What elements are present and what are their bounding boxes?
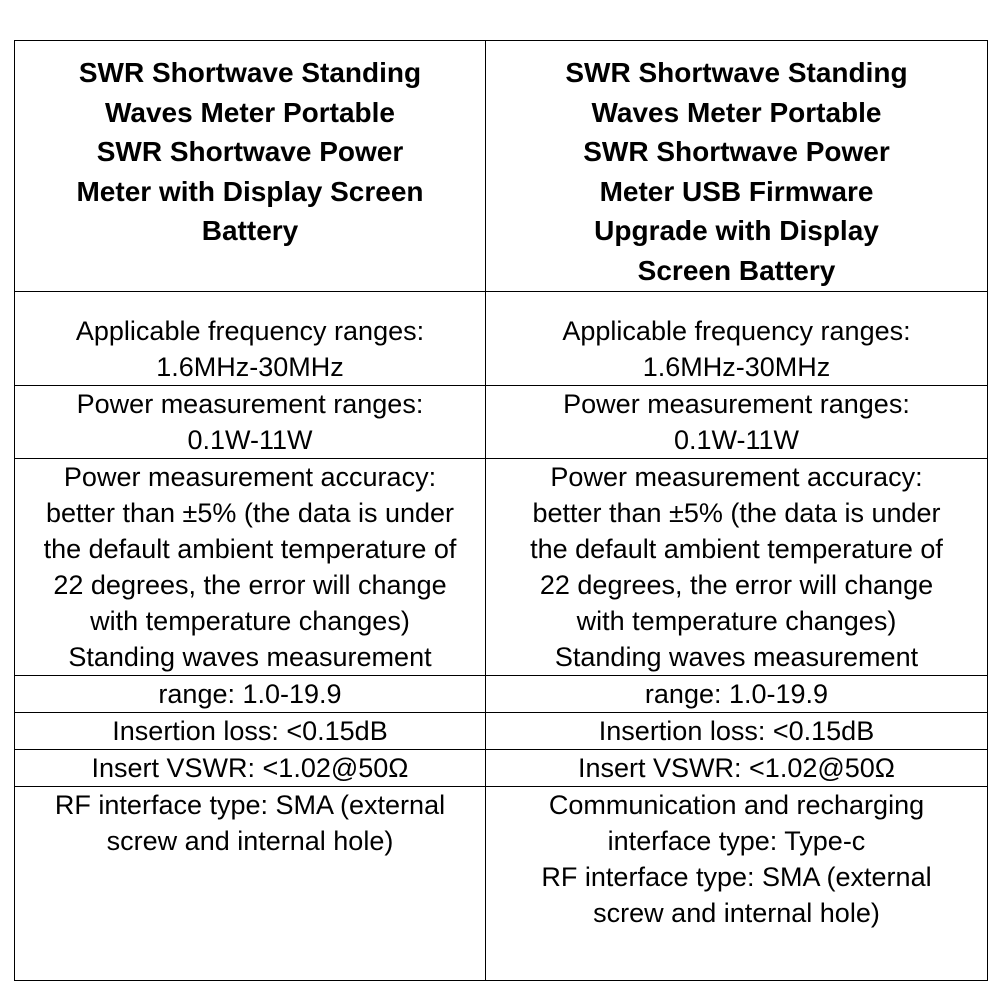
insert-vswr-cell-1 — [15, 750, 486, 787]
product-title-line: Screen Battery — [637, 254, 836, 286]
product-title-line: SWR Shortwave Power — [583, 136, 890, 167]
table-row-accuracy — [15, 459, 988, 676]
table-row-insert-vswr — [15, 750, 988, 787]
product-title-line: Battery — [201, 215, 299, 246]
spec-line: Insertion loss: <0.15dB — [112, 716, 388, 746]
spec-line: the default ambient temperature of — [530, 534, 943, 564]
spec-line: better than ±5% (the data is under — [532, 498, 941, 528]
spec-line: 1.6MHz-30MHz — [642, 352, 831, 382]
product-title-line: Meter USB Firmware — [599, 175, 874, 207]
swr-range-cell-1 — [15, 676, 486, 713]
product-title-line: Waves Meter Portable — [105, 96, 395, 128]
spec-line: interface type: Type-c — [607, 826, 866, 856]
spec-line: Power measurement accuracy: — [63, 462, 437, 492]
frequency-cell-2 — [486, 292, 988, 386]
product-title-line: SWR Shortwave Power — [96, 136, 404, 167]
spec-line: better than ±5% (the data is under — [45, 498, 455, 528]
spec-line: Power measurement ranges: — [76, 389, 424, 419]
spec-line: 22 degrees, the error will change — [539, 570, 934, 600]
table-row-insertion-loss — [15, 713, 988, 750]
table-row-header — [15, 41, 988, 292]
spec-line: 1.6MHz-30MHz — [156, 352, 344, 382]
spec-line: Communication and recharging — [548, 790, 925, 820]
interfaces-cell-2 — [486, 787, 988, 981]
spec-line: with temperature changes) — [576, 606, 897, 636]
product-title-line: SWR Shortwave Standing — [565, 57, 908, 88]
power-range-cell-1 — [15, 386, 486, 459]
spec-line: 0.1W-11W — [673, 425, 800, 455]
spec-line: screw and internal hole) — [593, 898, 880, 928]
spec-line: 22 degrees, the error will change — [53, 570, 447, 600]
spec-line: Power measurement accuracy: — [550, 462, 923, 492]
frequency-cell-1 — [15, 292, 486, 386]
spec-line: with temperature changes) — [90, 606, 410, 636]
swr-range-cell-2 — [486, 676, 988, 713]
spec-line: range: 1.0-19.9 — [644, 679, 829, 709]
product-title-line: Upgrade with Display — [594, 215, 879, 246]
table-row-swr-range — [15, 676, 988, 713]
product-title-line: Meter with Display Screen — [76, 175, 424, 207]
spec-line: the default ambient temperature of — [43, 534, 457, 564]
accuracy-cell-1 — [15, 459, 486, 676]
accuracy-cell-2 — [486, 459, 988, 676]
insertion-loss-cell-2 — [486, 713, 988, 750]
spec-line: 0.1W-11W — [187, 425, 313, 455]
spec-line: Standing waves measurement — [68, 642, 432, 672]
insertion-loss-cell-1 — [15, 713, 486, 750]
spec-line: Power measurement ranges: — [563, 389, 910, 419]
spec-line: Insertion loss: <0.15dB — [598, 716, 875, 746]
spec-line: Applicable frequency ranges: — [562, 316, 911, 346]
product-title-cell-1 — [15, 41, 486, 292]
product-title-line: SWR Shortwave Standing — [78, 57, 422, 88]
table-row-interfaces — [15, 787, 988, 981]
spec-line: screw and internal hole) — [106, 826, 394, 856]
spec-line: Applicable frequency ranges: — [75, 316, 425, 346]
power-range-cell-2 — [486, 386, 988, 459]
table-row-frequency — [15, 292, 988, 386]
spec-line: Insert VSWR: <1.02@50Ω — [91, 753, 409, 783]
product-title-cell-2 — [486, 41, 988, 292]
spec-line: Standing waves measurement — [554, 642, 919, 672]
spec-line: Insert VSWR: <1.02@50Ω — [578, 753, 895, 783]
table-row-power-range — [15, 386, 988, 459]
insert-vswr-cell-2 — [486, 750, 988, 787]
interfaces-cell-1 — [15, 787, 486, 981]
spec-comparison-table — [14, 40, 988, 981]
product-title-line: Waves Meter Portable — [591, 96, 882, 128]
spec-line: RF interface type: SMA (external — [541, 862, 932, 892]
spec-line: range: 1.0-19.9 — [158, 679, 342, 709]
spec-line: RF interface type: SMA (external — [54, 790, 446, 820]
